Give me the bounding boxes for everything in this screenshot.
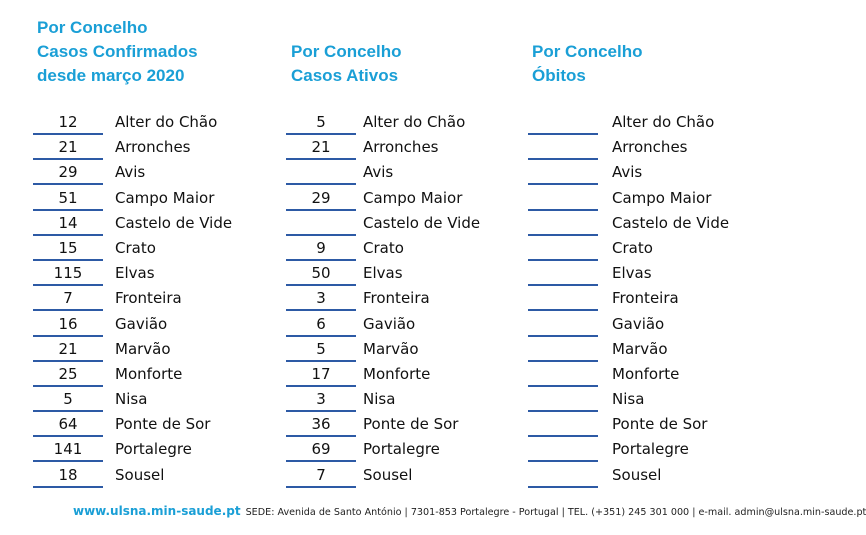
heading-line: Óbitos xyxy=(532,66,586,85)
municipality-name: Nisa xyxy=(363,390,396,409)
heading-line: Casos Ativos xyxy=(291,66,399,85)
count-value: 14 xyxy=(33,213,103,236)
count-value xyxy=(528,162,598,185)
municipality-name: Monforte xyxy=(363,364,431,383)
count-value: 141 xyxy=(33,439,103,462)
municipality-name: Nisa xyxy=(612,390,645,409)
count-value xyxy=(528,188,598,211)
website-link[interactable]: www.ulsna.min-saude.pt xyxy=(73,504,241,518)
municipality-name: Alter do Chão xyxy=(363,113,466,131)
municipality-name: Ponte de Sor xyxy=(612,415,708,434)
count-value: 7 xyxy=(286,465,356,488)
count-value: 6 xyxy=(286,314,356,337)
count-value: 69 xyxy=(286,439,356,462)
count-value: 36 xyxy=(286,414,356,437)
count-value: 18 xyxy=(33,465,103,488)
municipality-name: Monforte xyxy=(612,364,680,383)
count-value xyxy=(528,339,598,362)
municipality-name: Gavião xyxy=(115,314,168,333)
count-value: 12 xyxy=(33,112,103,135)
municipality-name: Portalegre xyxy=(363,440,440,459)
municipality-name: Crato xyxy=(363,238,404,257)
count-value: 15 xyxy=(33,238,103,261)
municipality-name: Ponte de Sor xyxy=(115,415,211,434)
municipality-name: Elvas xyxy=(363,264,403,283)
municipality-name: Nisa xyxy=(115,390,148,409)
heading-line: Por Concelho xyxy=(37,18,148,37)
count-value: 16 xyxy=(33,314,103,337)
municipality-name: Gavião xyxy=(363,314,416,333)
municipality-name: Marvão xyxy=(115,339,171,358)
municipality-name: Arronches xyxy=(363,138,439,157)
municipality-name: Castelo de Vide xyxy=(612,213,730,232)
count-value xyxy=(528,414,598,437)
count-value: 29 xyxy=(33,162,103,185)
count-value: 64 xyxy=(33,414,103,437)
count-value xyxy=(286,213,356,236)
municipality-name: Castelo de Vide xyxy=(115,213,233,232)
municipality-name: Marvão xyxy=(363,339,419,358)
municipality-name: Arronches xyxy=(612,138,688,157)
municipality-name: Fronteira xyxy=(612,289,679,308)
count-value xyxy=(528,465,598,488)
count-value xyxy=(528,213,598,236)
count-value: 21 xyxy=(33,137,103,160)
heading-line: Por Concelho xyxy=(291,42,402,61)
municipality-name: Campo Maior xyxy=(115,188,215,207)
count-value xyxy=(528,263,598,286)
section-heading-deaths xyxy=(532,40,643,88)
municipality-name: Crato xyxy=(115,238,156,257)
count-value: 115 xyxy=(33,263,103,286)
municipality-name: Marvão xyxy=(612,339,668,358)
count-value: 7 xyxy=(33,288,103,311)
count-value: 17 xyxy=(286,364,356,387)
municipality-name: Elvas xyxy=(115,264,155,283)
section-heading-active xyxy=(291,40,402,88)
count-value xyxy=(528,364,598,387)
count-value: 25 xyxy=(33,364,103,387)
footer xyxy=(73,504,866,518)
municipality-name: Avis xyxy=(115,163,146,182)
municipality-name: Arronches xyxy=(115,138,191,157)
municipality-name: Avis xyxy=(363,163,394,182)
municipality-name: Alter do Chão xyxy=(612,113,715,131)
count-value: 5 xyxy=(33,389,103,412)
municipality-name: Portalegre xyxy=(612,440,689,459)
count-value xyxy=(528,288,598,311)
municipality-name: Alter do Chão xyxy=(115,113,218,131)
count-value xyxy=(528,238,598,261)
count-value xyxy=(528,314,598,337)
municipality-name: Fronteira xyxy=(363,289,430,308)
count-value: 5 xyxy=(286,339,356,362)
count-value: 5 xyxy=(286,112,356,135)
municipality-name: Ponte de Sor xyxy=(363,415,459,434)
heading-line: Casos Confirmados xyxy=(37,42,198,61)
municipality-name: Sousel xyxy=(612,465,662,484)
municipality-name: Elvas xyxy=(612,264,652,283)
municipality-name: Gavião xyxy=(612,314,665,333)
municipality-name: Avis xyxy=(612,163,643,182)
count-value: 3 xyxy=(286,389,356,412)
count-value xyxy=(528,112,598,135)
count-value: 21 xyxy=(33,339,103,362)
municipality-name: Fronteira xyxy=(115,289,182,308)
count-value: 51 xyxy=(33,188,103,211)
municipality-name: Castelo de Vide xyxy=(363,213,481,232)
count-value: 21 xyxy=(286,137,356,160)
count-value xyxy=(528,389,598,412)
section-heading-confirmed xyxy=(37,16,198,88)
heading-line: desde março 2020 xyxy=(37,66,185,85)
municipality-name: Campo Maior xyxy=(612,188,712,207)
heading-line: Por Concelho xyxy=(532,42,643,61)
municipality-name: Sousel xyxy=(363,465,413,484)
count-value: 3 xyxy=(286,288,356,311)
count-value: 9 xyxy=(286,238,356,261)
footer-address: SEDE: Avenida de Santo António | 7301-853 Portalegre - Portugal | TEL. (+351) 245 301 000 | e-mail. admin@ulsna.min-saude.pt xyxy=(245,507,866,518)
count-value: 50 xyxy=(286,263,356,286)
count-value xyxy=(286,162,356,185)
municipality-name: Monforte xyxy=(115,364,183,383)
count-value xyxy=(528,137,598,160)
count-value xyxy=(528,439,598,462)
municipality-name: Campo Maior xyxy=(363,188,463,207)
count-value: 29 xyxy=(286,188,356,211)
municipality-name: Sousel xyxy=(115,465,165,484)
municipality-name: Portalegre xyxy=(115,440,192,459)
municipality-name: Crato xyxy=(612,238,653,257)
